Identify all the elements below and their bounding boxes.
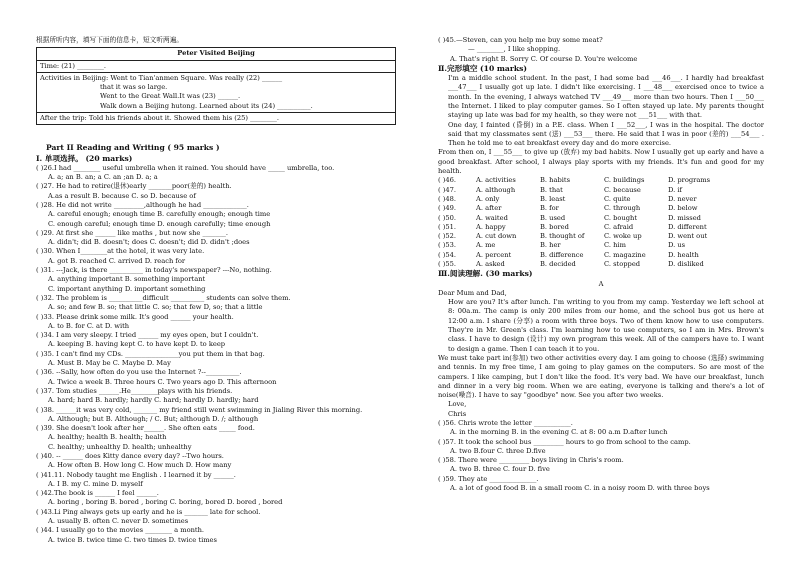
- option-cell: C. afraid: [604, 222, 634, 231]
- question-stem: ( )41.11. Nobody taught me English . I learned it by ______.: [36, 470, 236, 479]
- question-number: ( )51.: [438, 222, 456, 231]
- answer-options: A. so; and few B. so; that little C. so; that few D, so; that a little: [48, 303, 263, 312]
- option-cell: C. woke up: [604, 232, 642, 241]
- question-stem: ( )33. Please drink some milk. It's good ______ your health.: [36, 312, 234, 321]
- answer-options: A. to B. for C. at D. with: [48, 321, 130, 330]
- cloze-option-row: [438, 241, 732, 250]
- question-stem: ( )27. He had to retire(退休)early _______poor(差的) health.: [36, 182, 232, 191]
- question-stem: ( )29. At first she ______ like maths , but now she _______.: [36, 228, 229, 237]
- question-stem: ( )35. I can't find my CDs. ________________you put them in that bag.: [36, 349, 265, 358]
- option-cell: C. through: [604, 204, 641, 213]
- question-number: ( )54.: [438, 250, 456, 259]
- question-number: ( )47.: [438, 185, 456, 194]
- option-cell: D. different: [668, 222, 707, 231]
- question-58: ( )58. There were _________ boys living in Chris's room.: [438, 456, 624, 465]
- question-56-options: A. in the morning B. in the evening C. at 8: 00 a.m D.after lunch: [450, 428, 668, 437]
- cloze-option-row: [438, 214, 732, 223]
- option-cell: D. went out: [668, 232, 708, 241]
- listening-instruction: 根据所听内容，填写下面的信息卡，短文听两遍。: [36, 36, 184, 44]
- question-59-options: A. a lot of good food B. in a small room C. in a noisy room D. with three boys: [450, 484, 710, 493]
- answer-options: A. Must B. May be C. Maybe D. May: [48, 359, 171, 368]
- form-row-activities: [37, 72, 395, 112]
- question-stem: ( )34. I am very sleepy. I tried ______ my eyes open, but I couldn't.: [36, 331, 259, 340]
- form-title: Peter Visited Beijing: [177, 49, 255, 58]
- answer-options: C. important anything D. important something: [48, 284, 206, 293]
- question-number: ( )48.: [438, 194, 456, 203]
- answer-options: A. usually B. often C. never D. sometimes: [48, 517, 189, 526]
- question-number: ( )55.: [438, 260, 456, 269]
- option-cell: D. disliked: [668, 260, 704, 269]
- cloze-option-row: [438, 195, 732, 204]
- cloze-options-table: [438, 176, 732, 269]
- option-cell: A. percent: [476, 250, 512, 259]
- question-stem: ( )40. -- ______ does Kitty dance every day? --Two hours.: [36, 451, 224, 460]
- letter-paragraph-2: We must take part in(参加) two other activities every day. I am going to choose (选择) swimming and tennis. In my free time, I am going to play games on the computers. So are most of the campers. I like camping, but I don't like the food. It's very bad. We have our breakfast, lunch and dinner in a very big room. When we are eating, everyone is talking and there's a lot of noise(噪音). I have to say "goodbye" now. See you after two weeks.: [438, 353, 764, 400]
- question-45-options: A. That's right B. Sorry C. Of course D. You're welcome: [450, 54, 638, 63]
- question-56: ( )56. Chris wrote the letter ___________.: [438, 418, 573, 427]
- letter-signature: Chris: [448, 409, 467, 418]
- option-cell: A. although: [476, 185, 516, 194]
- form-row-activities-2: that it was so large.: [100, 83, 168, 92]
- question-stem: ( )28. He did not write _________,although he had _____________.: [36, 200, 249, 209]
- question-stem: ( )38. ______it was very cold, _______ my friend still went swimming in Jialing River this morning.: [36, 405, 363, 414]
- question-stem: ( )26.I had ________ useful umbrella when it rained. You should have _____ umbrella, too.: [36, 163, 335, 172]
- answer-options: C. enough careful; enough time D. enough carefully; time enough: [48, 219, 271, 228]
- option-cell: D. health: [668, 250, 699, 259]
- option-cell: C. buildings: [604, 176, 645, 185]
- answer-options: A. anything important B. something important: [48, 275, 206, 284]
- question-number: ( )53.: [438, 241, 456, 250]
- answer-options: A. got B. reached C. arrived D. reach for: [48, 256, 186, 265]
- letter-closing: Love,: [448, 400, 467, 409]
- option-cell: A. activities: [476, 176, 516, 185]
- cloze-option-row: [438, 204, 732, 213]
- letter-greeting: Dear Mum and Dad,: [438, 288, 507, 297]
- question-number: ( )50.: [438, 213, 456, 222]
- question-stem: ( )43.Li Ping always gets up early and he is _______ late for school.: [36, 507, 261, 516]
- cloze-option-row: [438, 186, 732, 195]
- question-stem: ( )31. ---Jack, is there __________ in today's newspaper? ---No, nothing.: [36, 266, 272, 275]
- question-stem: ( )30. When I________at the hotel, it was very late.: [36, 247, 205, 256]
- cloze-option-row: [438, 223, 732, 232]
- answer-options: A. hard; hard B. hardly; hardly C. hard; hardly D. hardly; hard: [48, 396, 259, 405]
- answer-options: A. didn't; did B. doesn't; does C. doesn't; did D. didn't ;does: [48, 238, 250, 247]
- passage-label: A: [598, 279, 604, 288]
- part-title: Part II Reading and Writing ( 95 marks ): [46, 143, 220, 153]
- form-row-activities-4: Walk down a Beijing hutong. Learned about its (24) __________.: [100, 101, 313, 110]
- option-cell: B. difference: [540, 250, 584, 259]
- option-cell: A. me: [476, 241, 496, 250]
- option-cell: C. quite: [604, 194, 631, 203]
- answer-options: A. How often B. How long C. How much D. How many: [48, 461, 232, 470]
- option-cell: C. him: [604, 241, 626, 250]
- answer-options: A. keeping B. having kept C. to have kept D. to keep: [48, 340, 226, 349]
- option-cell: D. never: [668, 194, 697, 203]
- option-cell: C. stopped: [604, 260, 641, 269]
- form-row-activities-1: Activities in Beijing: Went to Tian'anmen Square. Was really (22) ______: [40, 73, 283, 82]
- letter-paragraph-1: How are you? It's after lunch. I'm writing to you from my camp. Yesterday we left school at 8: 00a.m. The camp is only 200 miles from our home, and the school bus got us here at 12:00 a.m. I share (分享) a room with three boys. Two of them know how to use computers. They're in Mr. Green's class. I'm learning how to use computers, so I am in Mrs. Brown's class. I have to design (设计) my own program this week. All of the campers have to. I want to design a game. Then I can teach it to you.: [448, 298, 764, 353]
- question-stem: ( )42.The book is ______ I feel ______.: [36, 489, 159, 498]
- question-stem: ( )32. The problem is __________difficult __________ students can solve them.: [36, 293, 291, 302]
- left-column: [36, 36, 396, 545]
- info-card-form: [36, 47, 396, 125]
- option-cell: B. least: [540, 194, 566, 203]
- option-cell: D. if: [668, 185, 682, 194]
- cloze-option-row: [438, 232, 732, 241]
- question-stem: ( )37. Tom studies ______.He________plays with his friends.: [36, 386, 233, 395]
- cloze-paragraph-2: One day, I fainted (昏倒) in a P.E. class. When I ___52___, I was in the hospital. The doctor said that my classmates sent (送) ___53___ there. He said that I was in poor (差的) ___54___ . Then he told me to eat breakfast every day and do more exercise.: [448, 120, 764, 148]
- cloze-option-row: [438, 176, 732, 185]
- answer-options: A. healthy; health B. health; health: [48, 433, 167, 442]
- cloze-paragraph-1: I'm a middle school student. In the past, I had some bad ___46___. I hardly had breakfast ___47___ I usually got up late. I didn't like exercising. I ___48___ exercised once to twice a month. In the evening, I always watched TV ___49___ more than two hours. Then I ___50___ the Internet. I liked to play computer games. So I often stayed up late. My parents thought staying up late was bad for my health, so they were not ___51___ with that.: [448, 74, 764, 120]
- question-59: ( )59. They ate ______________.: [438, 474, 539, 483]
- option-cell: B. that: [540, 185, 563, 194]
- option-cell: D. us: [668, 241, 686, 250]
- option-cell: A. happy: [476, 222, 506, 231]
- question-57: ( )57. It took the school bus _________ hours to go from school to the camp.: [438, 437, 691, 446]
- question-stem: ( )36. --Sally, how often do you use the Internet ?--__________.: [36, 368, 242, 377]
- option-cell: D. programs: [668, 176, 711, 185]
- cloze-paragraph-3: From then on, I ___55___ to give up (放弃) my bad habits. Now I usually get up early and have a good breakfast. After school, I always play sports with my friends. It's fun and good for my health.: [438, 148, 764, 176]
- question-number: ( )49.: [438, 204, 456, 213]
- option-cell: B. thought of: [540, 232, 585, 241]
- option-cell: B. habits: [540, 176, 570, 185]
- option-cell: A. waited: [476, 213, 508, 222]
- section-3-title: Ⅲ.阅读理解. (30 marks): [438, 269, 533, 279]
- answer-options: A. Although; but B. Although; / C. But; although D. /; although: [48, 414, 259, 423]
- answer-options: A. boring , boring B. bored , boring C. boring, bored D. bored , bored: [48, 498, 283, 507]
- option-cell: C. magazine: [604, 250, 646, 259]
- question-45-response: — ________, I like shopping.: [468, 45, 561, 54]
- form-row-time: Time: (21) ________.: [37, 60, 395, 72]
- option-cell: C. because: [604, 185, 641, 194]
- answer-options: A. a; an B. an; a C. an ;an D. a; a: [48, 173, 158, 182]
- option-cell: B. for: [540, 204, 559, 213]
- option-cell: B. bored: [540, 222, 569, 231]
- question-number: ( )46.: [438, 176, 456, 185]
- answer-options: A. twice B. twice time C. two times D. twice times: [48, 535, 217, 544]
- option-cell: A. after: [476, 204, 502, 213]
- option-cell: C. bought: [604, 213, 638, 222]
- form-row-activities-3: Went to the Great Wall.It was (23) ______.: [100, 92, 241, 101]
- cloze-option-row: [438, 251, 732, 260]
- answer-options: C. healthy; unhealthy D. health; unhealthy: [48, 442, 192, 451]
- multiple-choice-list: [36, 164, 396, 545]
- option-cell: A. cut down: [476, 232, 517, 241]
- option-cell: D. missed: [668, 213, 701, 222]
- question-stem: ( )39. She doesn't look after her______. She often eats _____ food.: [36, 424, 255, 433]
- section-1-title: Ⅰ. 单项选择。 (20 marks): [36, 153, 133, 163]
- answer-options: A.as a result B. because C. so D. because of: [48, 191, 196, 200]
- answer-options: A. I B. my C. mine D. myself: [48, 479, 143, 488]
- option-cell: A. asked: [476, 260, 505, 269]
- cloze-option-row: [438, 260, 732, 269]
- option-cell: A. only: [476, 194, 500, 203]
- option-cell: B. used: [540, 213, 566, 222]
- question-58-options: A. two B. three C. four D. five: [450, 465, 550, 474]
- section-2-title: Ⅱ.完形填空 (10 marks): [438, 63, 527, 73]
- question-number: ( )52.: [438, 232, 456, 241]
- option-cell: D. below: [668, 204, 698, 213]
- answer-options: A. careful enough; enough time B. carefully enough; enough time: [48, 210, 271, 219]
- question-45: ( )45.—Steven, can you help me buy some meat?: [438, 36, 603, 44]
- question-57-options: A. two B.four C. three D.five: [450, 446, 546, 455]
- right-column: [438, 36, 764, 493]
- question-stem: ( )44. I usually go to the movies ________ a month.: [36, 526, 205, 535]
- option-cell: B. decided: [540, 260, 576, 269]
- form-row-after-trip: After the trip: Told his friends about it. Showed them his (25) ________.: [37, 112, 395, 124]
- answer-options: A. Twice a week B. Three hours C. Two years ago D. This afternoon: [48, 377, 277, 386]
- option-cell: B. her: [540, 241, 561, 250]
